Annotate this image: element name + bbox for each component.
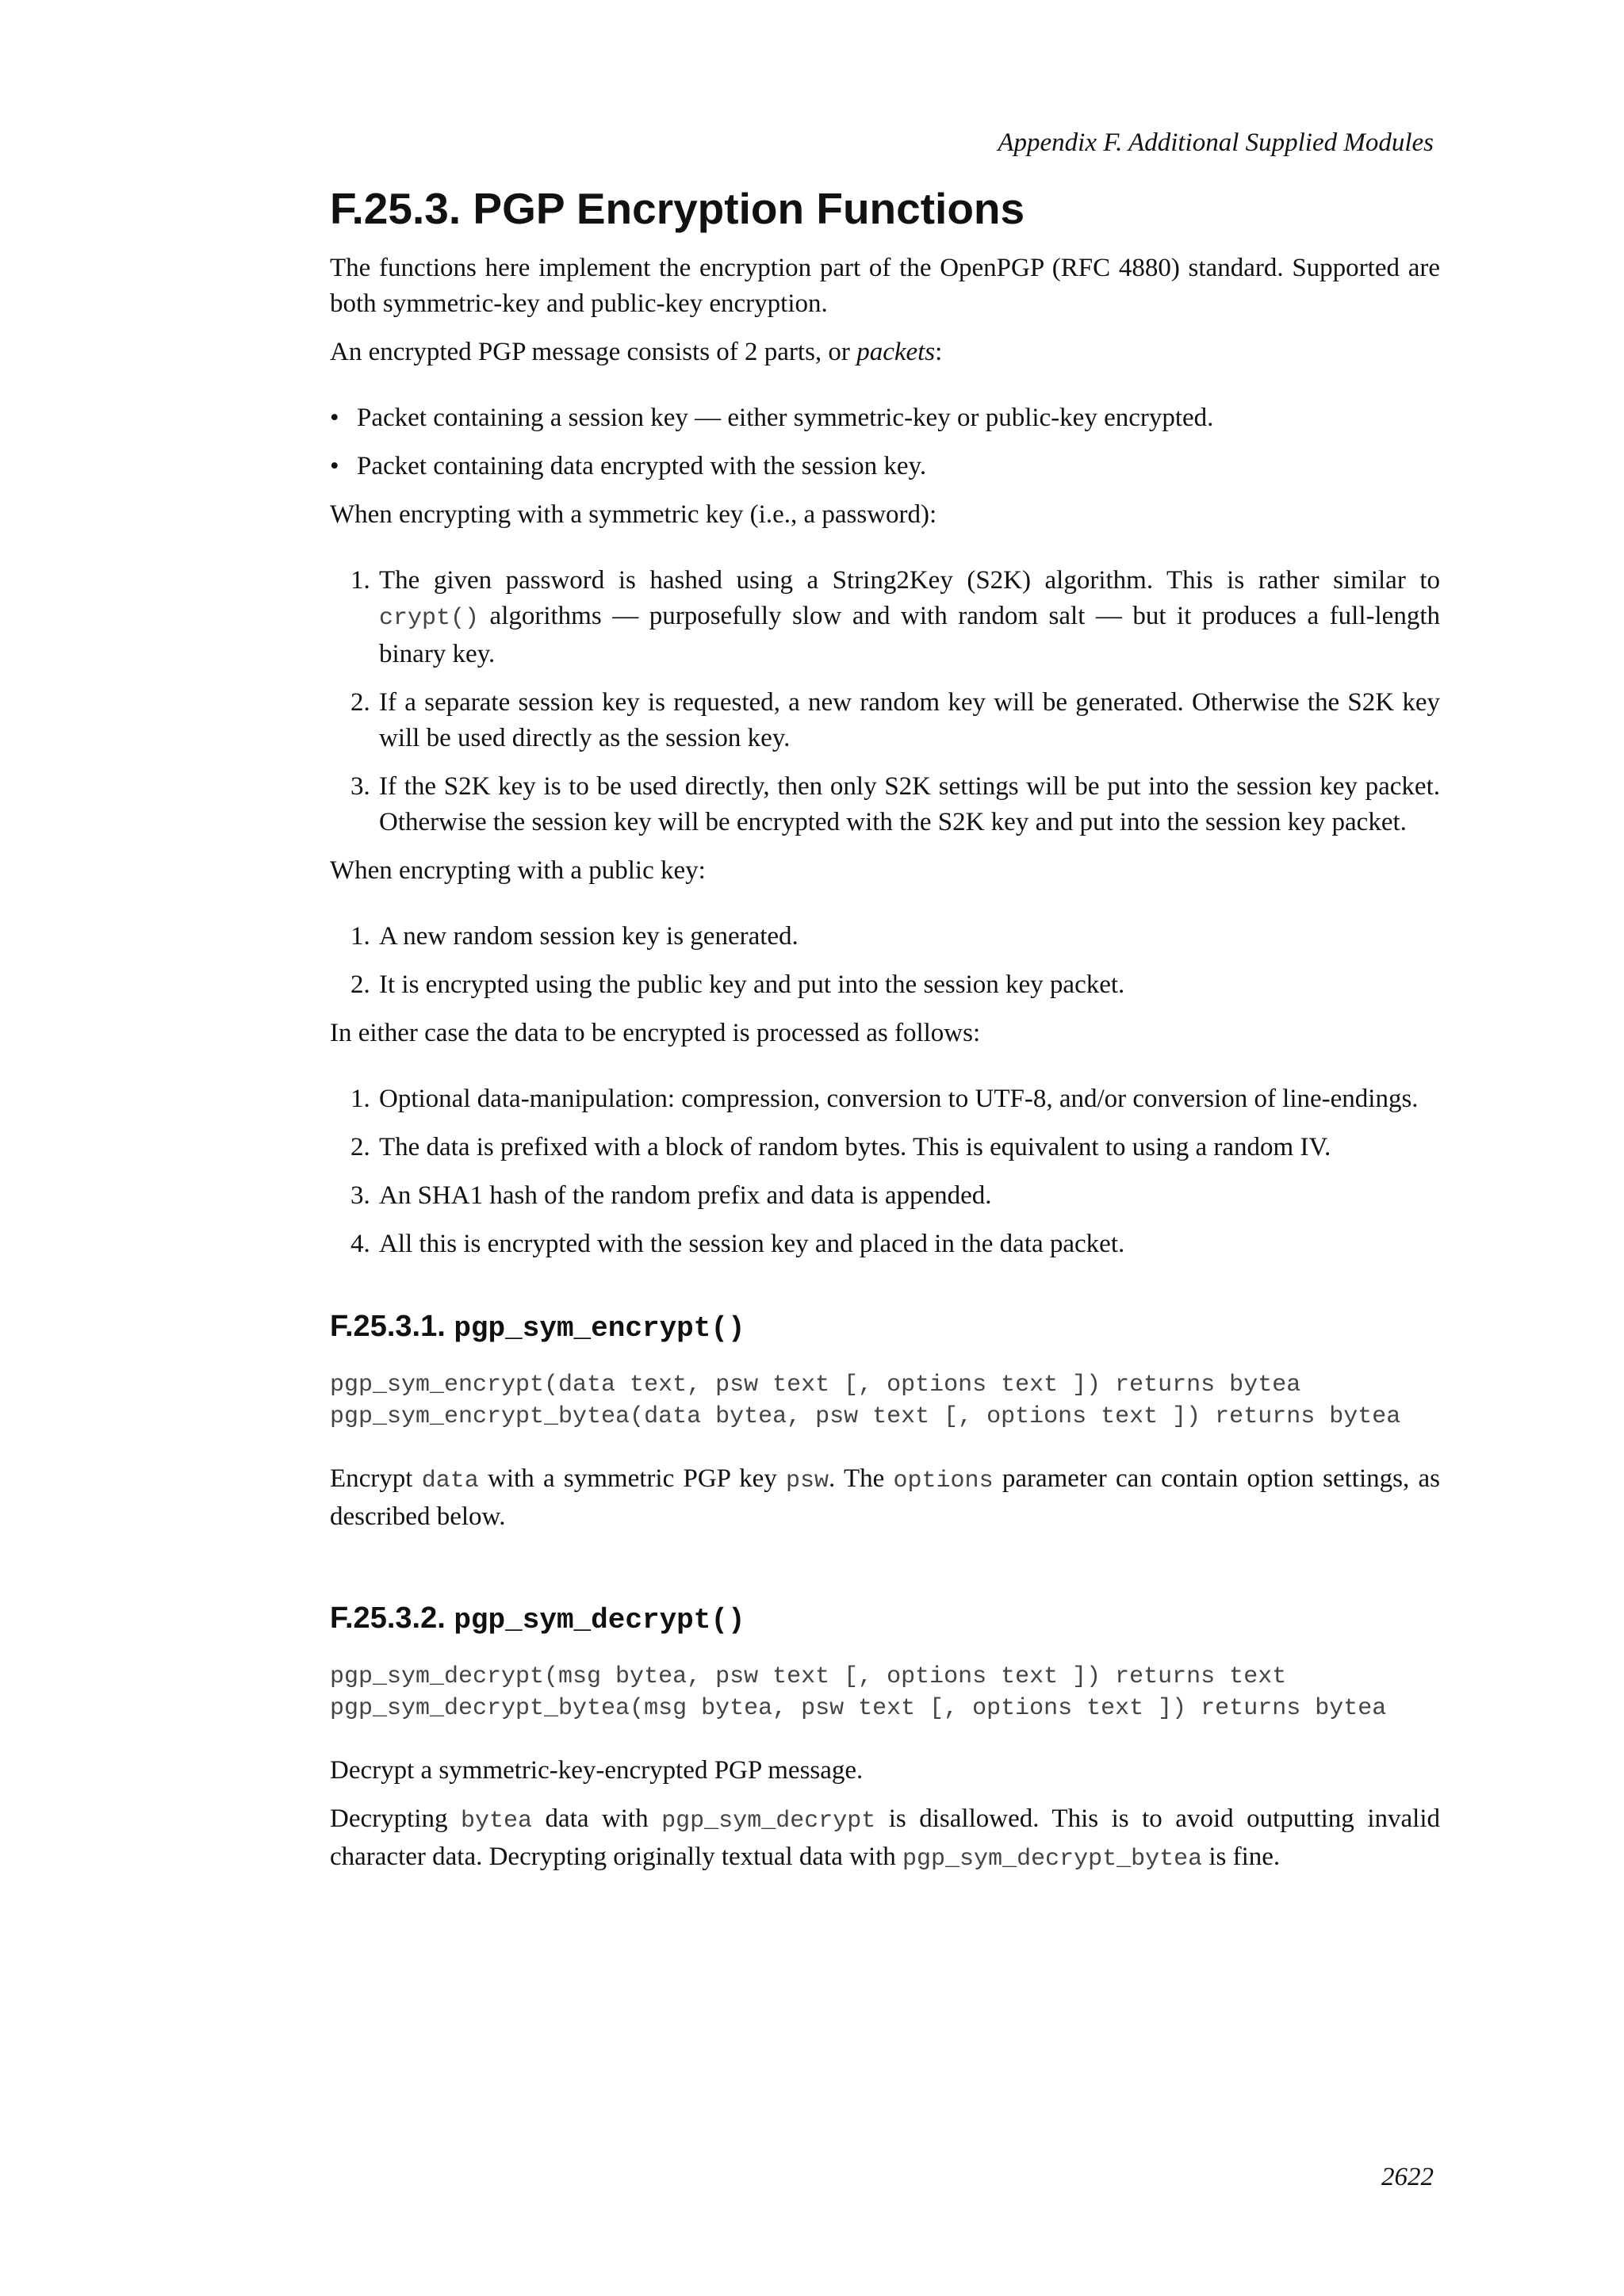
page-content <box>330 181 1440 1890</box>
list-item-text: Packet containing data encrypted with the session key. <box>357 452 927 480</box>
desc-text: parameter can contain option settings, as described below. <box>330 1464 1440 1531</box>
inline-code: pgp_sym_decrypt_bytea <box>902 1846 1203 1873</box>
list-item <box>330 919 1440 955</box>
step-text: Optional data-manipulation: compression, conversion to UTF-8, and/or conversion of line-endings. <box>379 1085 1419 1113</box>
section-spacer <box>330 1548 1440 1598</box>
inline-code: options <box>893 1468 994 1494</box>
list-item <box>330 400 1440 436</box>
subsection-number: F.25.3.1. <box>330 1310 454 1343</box>
running-header: Appendix F. Additional Supplied Modules <box>998 128 1434 157</box>
public-key-intro: When encrypting with a public key: <box>330 856 706 885</box>
symmetric-intro: When encrypting with a symmetric key (i.e., a password): <box>330 500 937 529</box>
step-number: 1. <box>350 922 370 951</box>
decrypt-description: Decrypt a symmetric-key-encrypted PGP message. <box>330 1756 864 1785</box>
list-item <box>330 1081 1440 1117</box>
inline-code: bytea <box>460 1808 532 1835</box>
subsection-number: F.25.3.2. <box>330 1601 454 1635</box>
list-item <box>330 1226 1440 1262</box>
subsection-title-decrypt <box>330 1598 1440 1640</box>
step-number: 1. <box>350 566 370 595</box>
step-text: If a separate session key is requested, a new random key will be generated. Otherwise the S2K key will be used directly as the session key. <box>379 688 1440 752</box>
page-number: 2622 <box>1381 2163 1434 2191</box>
step-text: An SHA1 hash of the random prefix and data is appended. <box>379 1181 992 1210</box>
public-key-steps <box>330 919 1440 1003</box>
step-text: It is encrypted using the public key and put into the session key packet. <box>379 970 1125 999</box>
list-item <box>330 769 1440 840</box>
bullet-icon: • <box>330 404 339 432</box>
function-synopsis: pgp_sym_decrypt(msg bytea, psw text [, options text ]) returns text pgp_sym_decrypt_bytea(msg bytea, psw text [, options text ]) returns bytea <box>330 1663 1387 1722</box>
packet-list <box>330 400 1440 484</box>
step-number: 3. <box>350 772 370 801</box>
desc-text: Decrypting <box>330 1804 461 1833</box>
step-text: If the S2K key is to be used directly, then only S2K settings will be put into the session key packet. Otherwise the session key will be encrypted with the S2K key and put into the session key packet. <box>379 772 1440 836</box>
step-number: 4. <box>350 1230 370 1258</box>
step-number: 2. <box>350 688 370 717</box>
list-item <box>330 1178 1440 1214</box>
list-item <box>330 685 1440 756</box>
packets-term: packets <box>856 338 936 366</box>
data-processing-steps <box>330 1081 1440 1262</box>
step-number: 2. <box>350 970 370 999</box>
desc-text: . The <box>829 1464 894 1493</box>
intro-paragraph: The functions here implement the encryption part of the OpenPGP (RFC 4880) standard. Supported are both symmetric-key and public-key encryption. <box>330 254 1440 318</box>
encrypt-description <box>330 1461 1440 1535</box>
list-item-text: Packet containing a session key — either symmetric-key or public-key encrypted. <box>357 404 1214 432</box>
section-title: F.25.3. PGP Encryption Functions <box>330 184 1025 233</box>
inline-code: psw <box>786 1468 829 1494</box>
packets-colon: : <box>935 338 943 366</box>
function-name: pgp_sym_encrypt() <box>454 1312 745 1345</box>
inline-code: crypt() <box>379 605 480 632</box>
decrypt-note <box>330 1801 1440 1877</box>
data-processing-intro: In either case the data to be encrypted is processed as follows: <box>330 1019 981 1047</box>
packets-text: An encrypted PGP message consists of 2 parts, or <box>330 338 857 366</box>
list-item <box>330 967 1440 1003</box>
section-spacer <box>330 1275 1440 1307</box>
function-name: pgp_sym_decrypt() <box>454 1604 745 1636</box>
inline-code: data <box>421 1468 479 1494</box>
step-number: 3. <box>350 1181 370 1210</box>
list-item <box>330 563 1440 672</box>
step-text: algorithms — purposefully slow and with random salt — but it produces a full-length binary key. <box>379 602 1440 668</box>
step-number: 2. <box>350 1133 370 1161</box>
symmetric-steps <box>330 563 1440 840</box>
packets-paragraph <box>330 335 1440 370</box>
desc-text: is fine. <box>1202 1843 1281 1871</box>
desc-text: is disallowed. This is to avoid outputting invalid character data. Decrypting originally textual data with <box>330 1804 1440 1871</box>
step-text: The given password is hashed using a String2Key (S2K) algorithm. This is rather similar to <box>379 566 1440 595</box>
step-text: A new random session key is generated. <box>379 922 799 951</box>
list-item <box>330 1130 1440 1165</box>
subsection-title-encrypt <box>330 1307 1440 1349</box>
list-item <box>330 449 1440 484</box>
bullet-icon: • <box>330 452 339 480</box>
step-number: 1. <box>350 1085 370 1113</box>
function-synopsis: pgp_sym_encrypt(data text, psw text [, options text ]) returns bytea pgp_sym_encrypt_bytea(data bytea, psw text [, options text ]) returns bytea <box>330 1372 1401 1430</box>
step-text: The data is prefixed with a block of random bytes. This is equivalent to using a random IV. <box>379 1133 1331 1161</box>
step-text: All this is encrypted with the session key and placed in the data packet. <box>379 1230 1125 1258</box>
desc-text: with a symmetric PGP key <box>478 1464 787 1493</box>
desc-text: Encrypt <box>330 1464 422 1493</box>
inline-code: pgp_sym_decrypt <box>661 1808 876 1835</box>
desc-text: data with <box>531 1804 662 1833</box>
